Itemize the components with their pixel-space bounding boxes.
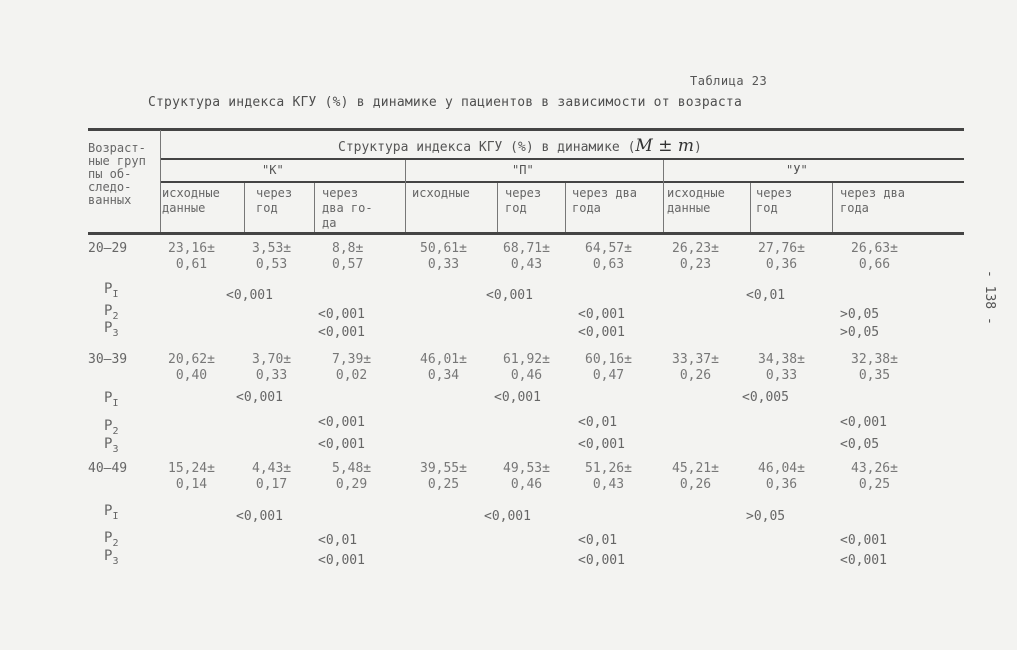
p3-label: $P_3$ bbox=[104, 320, 119, 339]
value-cell: 5,48± 0,29 bbox=[332, 461, 372, 492]
age-column-header: Возраст- ные груп пы об- следо- ванных bbox=[88, 141, 146, 207]
col-header: через год bbox=[505, 186, 542, 215]
col-header: исходные данные bbox=[162, 186, 220, 215]
value-cell: 46,01± 0,34 bbox=[420, 352, 467, 383]
col-header: через два года bbox=[572, 186, 638, 215]
p-value: <0,01 bbox=[578, 533, 618, 548]
col-header: через год bbox=[756, 186, 793, 215]
group-p-header: "П" bbox=[512, 163, 534, 177]
value-cell: 43,26± 0,25 bbox=[851, 461, 898, 492]
p-value: <0,001 bbox=[578, 325, 625, 340]
p-value: <0,001 bbox=[236, 390, 283, 405]
page-number: - 138 - bbox=[982, 270, 997, 325]
col-header: исходные bbox=[412, 186, 470, 200]
p-value: <0,001 bbox=[318, 415, 365, 430]
value-cell: 8,8± 0,57 bbox=[332, 241, 364, 272]
table-label: Таблица 23 bbox=[690, 74, 768, 88]
p-value: <0,001 bbox=[318, 553, 365, 568]
p-value: <0,001 bbox=[578, 553, 625, 568]
col-divider bbox=[314, 183, 315, 232]
col-divider bbox=[244, 183, 245, 232]
value-cell: 23,16± 0,61 bbox=[168, 241, 215, 272]
p-value: <0,05 bbox=[840, 437, 880, 452]
value-cell: 33,37± 0,26 bbox=[672, 352, 719, 383]
age-group-label: 20–29 bbox=[88, 241, 128, 256]
value-cell: 32,38± 0,35 bbox=[851, 352, 898, 383]
p-value: <0,001 bbox=[318, 437, 365, 452]
p-value: <0,001 bbox=[318, 307, 365, 322]
col-divider bbox=[497, 183, 498, 232]
value-cell: 64,57± 0,63 bbox=[585, 241, 632, 272]
age-group-label: 40–49 bbox=[88, 461, 128, 476]
col-divider bbox=[832, 183, 833, 232]
p-value: <0,005 bbox=[742, 390, 789, 405]
p1-label: $P_I$ bbox=[104, 281, 119, 300]
p2-label: $P_2$ bbox=[104, 530, 119, 549]
header-rule-2 bbox=[160, 181, 964, 183]
group-k-header: "К" bbox=[262, 163, 284, 177]
col-divider-age bbox=[160, 130, 161, 232]
p-value: <0,01 bbox=[578, 415, 618, 430]
col-divider-group-p bbox=[405, 160, 406, 232]
p1-label: $P_I$ bbox=[104, 503, 119, 522]
col-header: исходные данные bbox=[667, 186, 725, 215]
value-cell: 46,04± 0,36 bbox=[758, 461, 805, 492]
value-cell: 34,38± 0,33 bbox=[758, 352, 805, 383]
group-u-header: "У" bbox=[786, 163, 808, 177]
p-value: <0,001 bbox=[486, 288, 533, 303]
value-cell: 60,16± 0,47 bbox=[585, 352, 632, 383]
p3-label: $P_3$ bbox=[104, 436, 119, 455]
value-cell: 15,24± 0,14 bbox=[168, 461, 215, 492]
value-cell: 27,76± 0,36 bbox=[758, 241, 805, 272]
col-header: через два года bbox=[840, 186, 906, 215]
col-divider-group-u bbox=[663, 160, 664, 232]
value-cell: 39,55± 0,25 bbox=[420, 461, 467, 492]
value-cell: 3,70± 0,33 bbox=[252, 352, 292, 383]
p2-label: $P_2$ bbox=[104, 303, 119, 322]
p-value: <0,001 bbox=[840, 415, 887, 430]
value-cell: 20,62± 0,40 bbox=[168, 352, 215, 383]
col-header: через год bbox=[256, 186, 293, 215]
p-value: <0,001 bbox=[578, 437, 625, 452]
p-value: <0,001 bbox=[840, 553, 887, 568]
value-cell: 61,92± 0,46 bbox=[503, 352, 550, 383]
main-column-header: Структура индекса КГУ (%) в динамике (M ± m) bbox=[338, 136, 702, 156]
table-title: Структура индекса КГУ (%) в динамике у пациентов в зависимости от возраста bbox=[148, 95, 742, 110]
header-rule-1 bbox=[160, 158, 964, 160]
p3-label: $P_3$ bbox=[104, 548, 119, 567]
header-bottom-rule bbox=[88, 232, 964, 235]
value-cell: 7,39± 0,02 bbox=[332, 352, 372, 383]
p-value: >0,05 bbox=[746, 509, 786, 524]
top-rule bbox=[88, 128, 964, 131]
p2-label: $P_2$ bbox=[104, 418, 119, 437]
p-value: <0,001 bbox=[318, 325, 365, 340]
p-value: <0,001 bbox=[484, 509, 531, 524]
col-header: через два го- да bbox=[322, 186, 373, 230]
p-value: <0,001 bbox=[840, 533, 887, 548]
value-cell: 3,53± 0,53 bbox=[252, 241, 292, 272]
p-value: <0,001 bbox=[226, 288, 273, 303]
p-value: >0,05 bbox=[840, 307, 880, 322]
value-cell: 50,61± 0,33 bbox=[420, 241, 467, 272]
value-cell: 68,71± 0,43 bbox=[503, 241, 550, 272]
p-value: <0,01 bbox=[746, 288, 786, 303]
p-value: <0,001 bbox=[494, 390, 541, 405]
p1-label: $P_I$ bbox=[104, 390, 119, 409]
value-cell: 26,63± 0,66 bbox=[851, 241, 898, 272]
p-value: >0,05 bbox=[840, 325, 880, 340]
value-cell: 49,53± 0,46 bbox=[503, 461, 550, 492]
value-cell: 4,43± 0,17 bbox=[252, 461, 292, 492]
p-value: <0,001 bbox=[578, 307, 625, 322]
col-divider bbox=[565, 183, 566, 232]
value-cell: 45,21± 0,26 bbox=[672, 461, 719, 492]
value-cell: 26,23± 0,23 bbox=[672, 241, 719, 272]
value-cell: 51,26± 0,43 bbox=[585, 461, 632, 492]
col-divider bbox=[750, 183, 751, 232]
p-value: <0,01 bbox=[318, 533, 358, 548]
p-value: <0,001 bbox=[236, 509, 283, 524]
age-group-label: 30–39 bbox=[88, 352, 128, 367]
